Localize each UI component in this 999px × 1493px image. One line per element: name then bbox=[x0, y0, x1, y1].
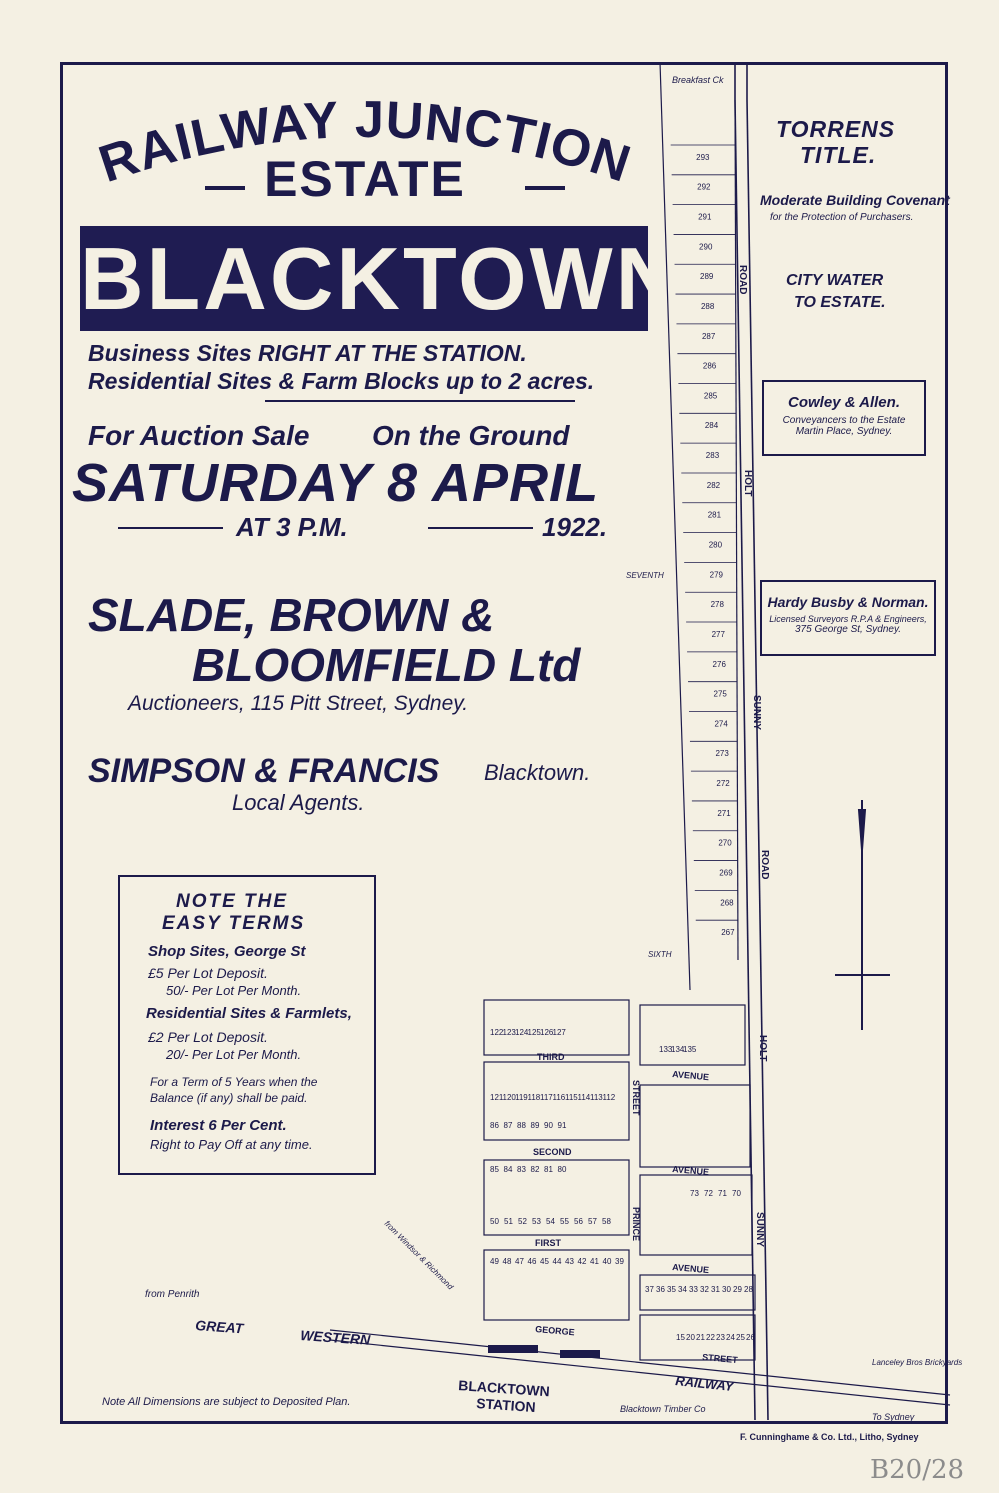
lot-number: 283 bbox=[705, 451, 720, 461]
breakfast-creek-label: Breakfast Ck bbox=[672, 75, 724, 85]
lot-number: 32 bbox=[700, 1285, 709, 1294]
lot-number: 22 bbox=[706, 1333, 715, 1342]
lot-number: 284 bbox=[704, 421, 719, 431]
lot-number: 123 bbox=[502, 1028, 516, 1037]
auctioneers-name-2: BLOOMFIELD Ltd bbox=[192, 639, 581, 691]
penrith-label: from Penrith bbox=[145, 1289, 200, 1300]
intro-line-1: Business Sites RIGHT AT THE STATION. bbox=[88, 340, 527, 366]
lot-number: 45 bbox=[540, 1257, 549, 1266]
lot-number: 285 bbox=[703, 391, 718, 401]
blacktown-banner: BLACKTOWN bbox=[80, 226, 648, 331]
conveyancers-address: Martin Place, Sydney. bbox=[795, 426, 893, 437]
lot-number: 34 bbox=[678, 1285, 687, 1294]
lot-number: 40 bbox=[602, 1257, 612, 1266]
lot-number: 113 bbox=[590, 1093, 603, 1102]
lot-number: 36 bbox=[656, 1285, 665, 1294]
southern-grid bbox=[330, 1000, 950, 1405]
lot-number: 58 bbox=[602, 1217, 611, 1226]
railway-label: RAILWAY bbox=[674, 1373, 735, 1395]
auction-sale: For Auction Sale bbox=[88, 420, 310, 451]
estate-title: RAILWAY JUNCTION bbox=[92, 92, 638, 195]
torrens-title-2: TITLE. bbox=[800, 142, 877, 168]
second-avenue-label: SECOND bbox=[533, 1147, 572, 1157]
lot-number: 29 bbox=[733, 1285, 742, 1294]
lot-number: 91 bbox=[557, 1121, 567, 1130]
footer-note: Note All Dimensions are subject to Deposited Plan. bbox=[102, 1396, 351, 1408]
lot-number: 24 bbox=[726, 1333, 735, 1342]
lot-number: 82 bbox=[530, 1165, 540, 1174]
lot-number: 28 bbox=[744, 1285, 753, 1294]
third-avenue-label: THIRD bbox=[537, 1052, 565, 1062]
covenant-line-2: for the Protection of Purchasers. bbox=[770, 212, 914, 223]
lot-number: 126 bbox=[540, 1028, 554, 1037]
terms-heading-2: EASY TERMS bbox=[162, 913, 306, 934]
auction-date: SATURDAY 8 APRIL bbox=[72, 453, 600, 513]
terms-shop: Shop Sites, George St bbox=[148, 943, 306, 960]
lot-number: 33 bbox=[689, 1285, 698, 1294]
lot-number: 71 bbox=[718, 1189, 727, 1198]
lot-number: 44 bbox=[552, 1257, 562, 1266]
auctioneers-address: Auctioneers, 115 Pitt Street, Sydney. bbox=[128, 692, 469, 715]
lot-number: 288 bbox=[700, 301, 715, 311]
lot-number: 282 bbox=[706, 480, 721, 490]
lot-number: 276 bbox=[712, 659, 726, 669]
lot-number: 271 bbox=[717, 808, 731, 818]
station-platform bbox=[488, 1345, 600, 1358]
lot-number: 125 bbox=[527, 1028, 541, 1037]
covenant-line-1: Moderate Building Covenant bbox=[760, 192, 950, 208]
lot-number: 121 bbox=[490, 1093, 504, 1102]
lot-number: 272 bbox=[716, 779, 730, 789]
lot-number: 289 bbox=[700, 272, 714, 282]
agents-town: Blacktown. bbox=[484, 760, 591, 785]
lot-number: 268 bbox=[720, 898, 734, 908]
lot-number: 117 bbox=[540, 1093, 553, 1102]
lot-number: 56 bbox=[574, 1217, 583, 1226]
road-label-holt-upper: HOLT bbox=[742, 470, 753, 497]
lot-number: 73 bbox=[690, 1189, 699, 1198]
terms-period-2: Balance (if any) shall be paid. bbox=[150, 1091, 308, 1105]
road-label-holt-lower: HOLT bbox=[757, 1035, 768, 1062]
north-arrow bbox=[835, 800, 890, 1030]
lot-number: 51 bbox=[504, 1217, 513, 1226]
lot-number: 269 bbox=[719, 868, 733, 878]
lot-number: 87 bbox=[503, 1121, 513, 1130]
lot-number: 80 bbox=[557, 1165, 567, 1174]
terms-shop-month: 50/- Per Lot Per Month. bbox=[166, 983, 302, 998]
lot-number: 54 bbox=[546, 1217, 555, 1226]
lot-number: 88 bbox=[517, 1121, 526, 1130]
city-water-1: CITY WATER bbox=[786, 272, 884, 289]
lot-number: 53 bbox=[532, 1217, 541, 1226]
terms-residential: Residential Sites & Farmlets, bbox=[146, 1005, 352, 1022]
lot-divisions bbox=[671, 145, 738, 920]
terms-interest: Interest 6 Per Cent. bbox=[150, 1117, 287, 1134]
avenue-label-second: AVENUE bbox=[671, 1164, 710, 1178]
lot-number: 41 bbox=[590, 1257, 599, 1266]
lot-number: 287 bbox=[701, 331, 716, 341]
avenue-label-first: AVENUE bbox=[671, 1262, 710, 1276]
terms-shop-deposit: £5 Per Lot Deposit. bbox=[148, 965, 268, 981]
lot-number: 120 bbox=[502, 1093, 516, 1102]
lot-number: 83 bbox=[517, 1165, 526, 1174]
lot-number: 273 bbox=[715, 749, 729, 759]
terms-res-deposit: £2 Per Lot Deposit. bbox=[148, 1029, 268, 1045]
lot-number: 127 bbox=[552, 1028, 566, 1037]
lot-number: 90 bbox=[544, 1121, 553, 1130]
lot-number: 115 bbox=[565, 1093, 578, 1102]
lot-number: 124 bbox=[515, 1028, 529, 1037]
lot-number: 292 bbox=[697, 182, 711, 192]
lot-number: 112 bbox=[602, 1093, 616, 1102]
auction-year: 1922. bbox=[542, 512, 608, 542]
lot-number: 291 bbox=[698, 212, 712, 222]
lot-number: 46 bbox=[527, 1257, 537, 1266]
street-label-prince: STREET bbox=[631, 1080, 641, 1116]
printer-credit: F. Cunninghame & Co. Ltd., Litho, Sydney bbox=[740, 1432, 919, 1442]
great-label: GREAT bbox=[194, 1317, 244, 1337]
lot-number: 23 bbox=[716, 1333, 725, 1342]
terms-heading-1: NOTE THE bbox=[176, 891, 289, 912]
lot-number: 20 bbox=[686, 1333, 695, 1342]
agents-name: SIMPSON & FRANCIS bbox=[88, 752, 440, 790]
lot-number: 278 bbox=[710, 600, 724, 610]
lot-number: 118 bbox=[527, 1093, 541, 1102]
conveyancers-name: Cowley & Allen. bbox=[788, 394, 900, 411]
auctioneers-name-1: SLADE, BROWN & bbox=[88, 589, 495, 641]
lot-number: 116 bbox=[552, 1093, 566, 1102]
lot-number: 31 bbox=[711, 1285, 720, 1294]
lot-number: 86 bbox=[490, 1121, 499, 1130]
road-label-road-lower: ROAD bbox=[759, 850, 770, 880]
lot-number: 57 bbox=[588, 1217, 597, 1226]
lot-number: 267 bbox=[721, 928, 735, 938]
seventh-avenue-label: SEVENTH bbox=[626, 571, 664, 580]
lot-number: 281 bbox=[707, 510, 722, 520]
conveyancers-role: Conveyancers to the Estate bbox=[782, 415, 906, 426]
lot-strip-north bbox=[660, 62, 738, 990]
road-label-road-upper: ROAD bbox=[737, 265, 748, 295]
lot-number: 15 bbox=[676, 1333, 685, 1342]
lot-number: 55 bbox=[560, 1217, 569, 1226]
road-label-sunny-lower: SUNNY bbox=[754, 1212, 765, 1248]
agents-role: Local Agents. bbox=[232, 790, 365, 815]
lot-number: 122 bbox=[490, 1028, 504, 1037]
street-label-george: STREET bbox=[701, 1352, 739, 1366]
lot-number: 21 bbox=[696, 1333, 705, 1342]
lot-number: 114 bbox=[577, 1093, 591, 1102]
lot-number: 35 bbox=[667, 1285, 676, 1294]
lot-number: 47 bbox=[515, 1257, 524, 1266]
terms-payoff: Right to Pay Off at any time. bbox=[150, 1137, 313, 1152]
sixth-avenue-label: SIXTH bbox=[648, 950, 672, 959]
lot-number: 30 bbox=[722, 1285, 731, 1294]
lot-number: 84 bbox=[503, 1165, 513, 1174]
lot-number: 133 bbox=[659, 1045, 673, 1054]
auction-time: AT 3 P.M. bbox=[236, 512, 348, 542]
george-street-label: GEORGE bbox=[534, 1324, 576, 1338]
lot-number: 280 bbox=[708, 540, 723, 550]
station-label-2: STATION bbox=[475, 1395, 537, 1416]
lot-number: 39 bbox=[615, 1257, 624, 1266]
surveyors-name: Hardy Busby & Norman. bbox=[767, 594, 929, 610]
lot-number: 89 bbox=[530, 1121, 540, 1130]
lot-number: 72 bbox=[704, 1189, 713, 1198]
intro-line-2: Residential Sites & Farm Blocks up to 2 acres. bbox=[88, 368, 595, 394]
lot-number: 275 bbox=[713, 689, 727, 699]
lot-number: 290 bbox=[699, 242, 713, 252]
lot-number: 274 bbox=[714, 719, 728, 729]
station-label-1: BLACKTOWN bbox=[457, 1377, 551, 1400]
lot-number: 25 bbox=[736, 1333, 745, 1342]
prince-label: PRINCE bbox=[631, 1207, 641, 1242]
first-avenue-label: FIRST bbox=[535, 1238, 561, 1248]
auction-ground: On the Ground bbox=[372, 420, 570, 451]
lot-number: 48 bbox=[502, 1257, 512, 1266]
windsor-label: from Windsor & Richmond bbox=[382, 1219, 455, 1292]
terms-res-month: 20/- Per Lot Per Month. bbox=[166, 1047, 302, 1062]
lot-number: 37 bbox=[645, 1285, 654, 1294]
sydney-label: To Sydney bbox=[872, 1412, 915, 1422]
road-label-sunny-upper: SUNNY bbox=[751, 695, 762, 731]
surveyors-address: 375 George St, Sydney. bbox=[795, 624, 901, 635]
lot-labels bbox=[490, 153, 755, 1342]
lot-number: 277 bbox=[711, 629, 725, 639]
lot-number: 134 bbox=[671, 1045, 685, 1054]
lot-number: 286 bbox=[702, 361, 717, 371]
city-water-2: TO ESTATE. bbox=[794, 294, 886, 311]
lot-number: 43 bbox=[565, 1257, 574, 1266]
lot-number: 49 bbox=[490, 1257, 499, 1266]
lot-number: 81 bbox=[544, 1165, 553, 1174]
estate-subtitle: ESTATE bbox=[264, 151, 466, 207]
lot-number: 279 bbox=[709, 570, 724, 580]
torrens-title-1: TORRENS bbox=[776, 116, 896, 142]
lot-number: 270 bbox=[718, 838, 732, 848]
lot-number: 52 bbox=[518, 1217, 527, 1226]
lot-number: 85 bbox=[490, 1165, 499, 1174]
lot-number: 42 bbox=[577, 1257, 587, 1266]
lot-number: 293 bbox=[696, 152, 710, 162]
lot-number: 26 bbox=[746, 1333, 755, 1342]
lot-number: 135 bbox=[683, 1045, 697, 1054]
lot-number: 70 bbox=[732, 1189, 741, 1198]
western-label: WESTERN bbox=[299, 1327, 371, 1348]
timber-label: Blacktown Timber Co bbox=[620, 1404, 706, 1414]
avenue-label-third: AVENUE bbox=[671, 1069, 710, 1083]
lot-number: 119 bbox=[515, 1093, 528, 1102]
terms-period-1: For a Term of 5 Years when the bbox=[150, 1075, 318, 1089]
lot-number: 50 bbox=[490, 1217, 499, 1226]
surveyors-role: Licensed Surveyors R.P.A & Engineers, bbox=[769, 614, 927, 624]
catalogue-number: B20/28 bbox=[870, 1455, 965, 1485]
brickyards-label: Lanceley Bros Brickyards bbox=[872, 1358, 963, 1367]
